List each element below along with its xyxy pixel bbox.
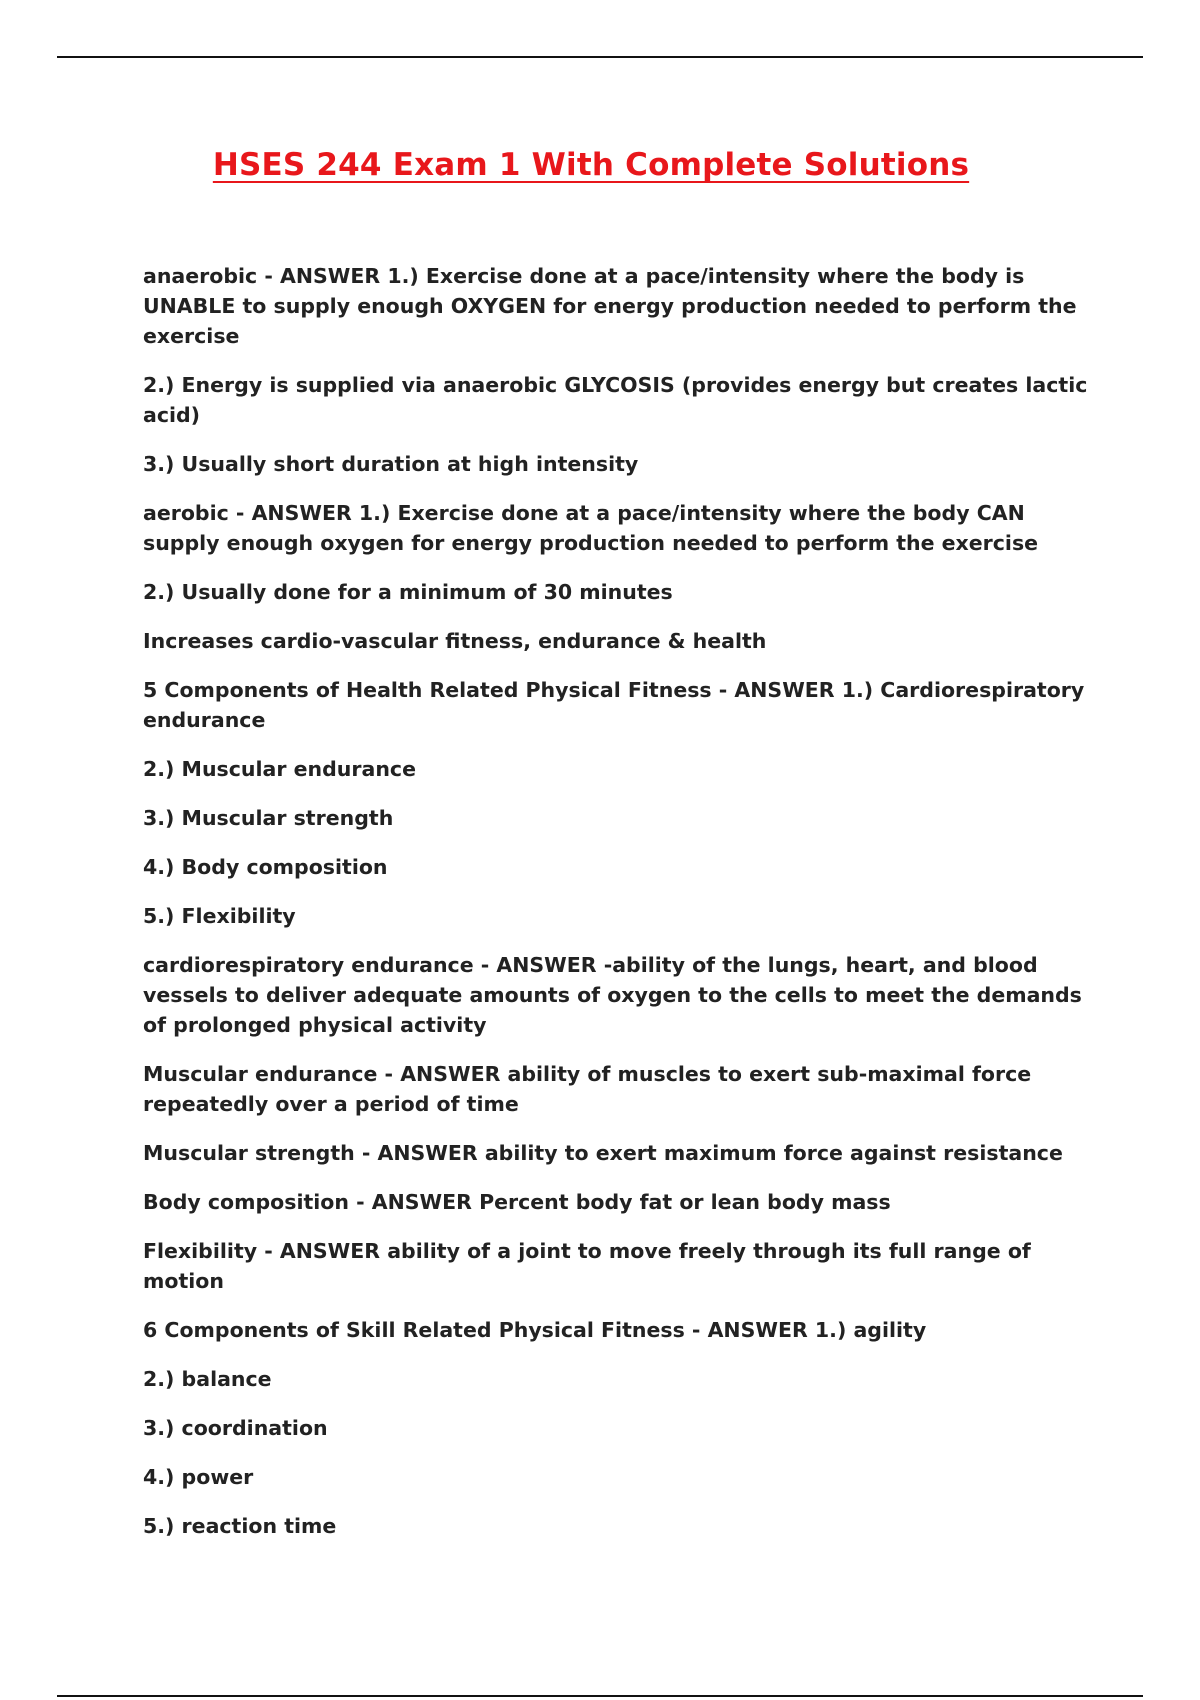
paragraph: aerobic - ANSWER 1.) Exercise done at a pace/intensity where the body CAN supply enough oxygen for energy production needed to perform the exercise xyxy=(143,501,1039,555)
paragraph: 2.) balance xyxy=(143,1367,272,1391)
paragraph: 3.) Usually short duration at high intensity xyxy=(143,452,639,476)
paragraph: 5.) Flexibility xyxy=(143,904,296,928)
paragraph: 4.) Body composition xyxy=(143,855,388,879)
paragraph: Muscular strength - ANSWER ability to exert maximum force against resistance xyxy=(143,1141,1063,1165)
paragraph: anaerobic - ANSWER 1.) Exercise done at a pace/intensity where the body is UNABLE to supply enough OXYGEN for energy production needed to perform the exercise xyxy=(143,264,1077,348)
paragraph: Increases cardio-vascular fitness, endurance & health xyxy=(143,629,767,653)
paragraph: 2.) Muscular endurance xyxy=(143,757,416,781)
document-body xyxy=(143,261,1103,1560)
paragraph: Muscular endurance - ANSWER ability of muscles to exert sub-maximal force repeatedly over a period of time xyxy=(143,1062,1032,1116)
paragraph: 6 Components of Skill Related Physical Fitness - ANSWER 1.) agility xyxy=(143,1318,927,1342)
paragraph: 3.) Muscular strength xyxy=(143,806,394,830)
title-container xyxy=(0,147,1200,183)
paragraph: Flexibility - ANSWER ability of a joint to move freely through its full range of motion xyxy=(143,1239,1031,1293)
top-rule xyxy=(57,56,1143,58)
document-title: HSES 244 Exam 1 With Complete Solutions xyxy=(212,147,970,183)
paragraph: 2.) Usually done for a minimum of 30 minutes xyxy=(143,580,673,604)
paragraph: 3.) coordination xyxy=(143,1416,328,1440)
paragraph: Body composition - ANSWER Percent body fat or lean body mass xyxy=(143,1190,891,1214)
paragraph: cardiorespiratory endurance - ANSWER -ability of the lungs, heart, and blood vessels to deliver adequate amounts of oxygen to the cells to meet the demands of prolonged physical activity xyxy=(143,953,1082,1037)
paragraph: 5.) reaction time xyxy=(143,1514,337,1538)
paragraph: 2.) Energy is supplied via anaerobic GLYCOSIS (provides energy but creates lactic acid) xyxy=(143,373,1088,427)
paragraph: 5 Components of Health Related Physical Fitness - ANSWER 1.) Cardiorespiratory endurance xyxy=(143,678,1085,732)
bottom-rule xyxy=(57,1695,1143,1697)
paragraph: 4.) power xyxy=(143,1465,254,1489)
